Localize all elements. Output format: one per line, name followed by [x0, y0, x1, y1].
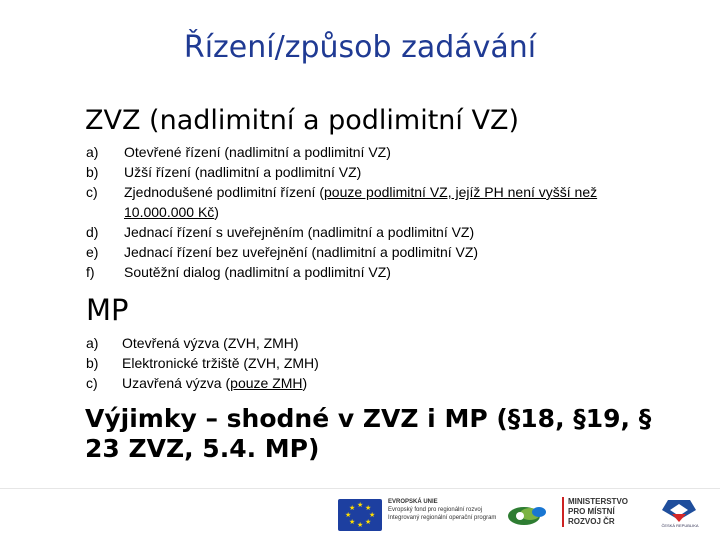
mmr-logo: [562, 497, 638, 527]
list-letter: e): [86, 244, 99, 260]
mmr-logo-line: PRO MÍSTNÍ: [568, 507, 615, 516]
list-text: Soutěžní dialog (nadlimitní a podlimitní VZ): [124, 264, 391, 280]
eu-logo-text: [388, 498, 498, 522]
list-item: [86, 222, 654, 242]
list-text: Otevřené řízení (nadlimitní a podlimitní VZ): [124, 144, 391, 160]
list-item: [86, 373, 652, 393]
eu-logo-line: Integrovaný regionální operační program: [388, 515, 497, 521]
list-text-after: ): [214, 204, 219, 220]
list-item: [86, 353, 652, 373]
zvz-list: [86, 142, 654, 282]
list-letter: b): [86, 164, 99, 180]
list-letter: a): [86, 335, 99, 351]
list-item: [86, 142, 654, 162]
list-text: Elektronické tržiště (ZVH, ZMH): [122, 355, 319, 371]
list-letter: c): [86, 184, 98, 200]
eu-logo-line: EVROPSKÁ UNIE: [388, 499, 438, 505]
czech-republic-logo-text: ČESKÁ REPUBLIKA: [661, 523, 699, 528]
list-text: [124, 182, 654, 222]
mmr-logo-line: ROZVOJ ČR: [568, 517, 615, 526]
list-text-before: Zjednodušené podlimitní řízení (: [124, 184, 324, 200]
czech-republic-logo-icon: [646, 496, 712, 536]
list-text-underlined: pouze podlimitní VZ, jejíž PH není vyšší než 10.000.000 Kč: [124, 184, 598, 220]
mp-heading: MP: [86, 293, 129, 327]
slide-title: Řízení/způsob zadávání: [183, 30, 537, 65]
list-text: [122, 373, 652, 393]
list-item: [86, 333, 652, 353]
eu-flag-icon: ★ ★ ★ ★ ★ ★ ★ ★: [338, 499, 382, 531]
mp-list: [86, 333, 652, 393]
list-item: [86, 182, 654, 222]
list-item: [86, 162, 654, 182]
list-letter: b): [86, 355, 99, 371]
list-text: Užší řízení (nadlimitní a podlimitní VZ): [124, 164, 362, 180]
list-letter: c): [86, 375, 98, 391]
list-text: Jednací řízení bez uveřejnění (nadlimitní a podlimitní VZ): [124, 244, 479, 260]
list-letter: d): [86, 224, 99, 240]
list-item: [86, 262, 654, 282]
list-letter: f): [86, 264, 95, 280]
list-letter: a): [86, 144, 99, 160]
list-text: Otevřená výzva (ZVH, ZMH): [122, 335, 299, 351]
zvz-heading: ZVZ (nadlimitní a podlimitní VZ): [85, 105, 519, 136]
list-text-after: ): [302, 375, 308, 391]
mmr-logo-line: MINISTERSTVO: [568, 497, 629, 506]
list-text-before: Uzavřená výzva (: [122, 375, 231, 391]
irop-logo-icon: [506, 502, 552, 528]
list-item: [86, 242, 654, 262]
eu-logo-line: Evropský fond pro regionální rozvoj: [388, 507, 483, 513]
exceptions-heading: Výjimky – shodné v ZVZ i MP (§18, §19, § 23 ZVZ, 5.4. MP): [85, 404, 652, 463]
list-text: Jednací řízení s uveřejněním (nadlimitní a podlimitní VZ): [124, 224, 475, 240]
list-text-underlined: pouze ZMH: [230, 375, 303, 391]
